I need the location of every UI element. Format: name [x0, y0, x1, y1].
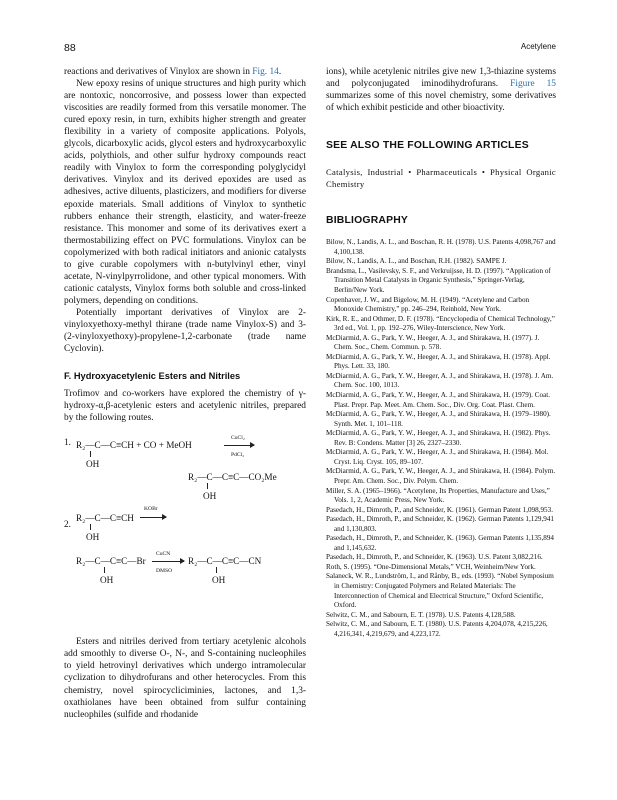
bibliography-entry: McDiarmid, A. G., Park, Y. W., Heeger, A. J., and Shirakawa, H. (1984). Polym. Prepr. Am. Chem. Soc., Div. Polym. Chem.: [326, 467, 556, 485]
paragraph-text: ions), while acetylenic nitriles give new 1,3-thiazine systems and polyconjugated iminodihydrofurans.: [326, 67, 556, 90]
bond-line: [90, 524, 91, 530]
paragraph: Potentially important derivatives of Vinylox are 2-vinyloxyethoxy-methyl thirane (trade name Vinylox-S) and 3-(2-vinyloxyethoxy)-propylene-1,2-carbonate (trade name Cyclovin).: [64, 307, 306, 355]
bibliography-entry: Selwitz, C. M., and Sabourn, E. T. (1978). U.S. Patents 4,128,588.: [326, 610, 516, 619]
see-also-links[interactable]: Catalysis, Industrial • Pharmaceuticals • Physical Organic Chemistry: [326, 167, 556, 190]
hydroxyl-label: OH: [100, 575, 114, 586]
bibliography-entry: Miller, S. A. (1965–1966). “Acetylene, Its Properties, Manufacture and Uses,” Vols. 1, 2, Academic Press, New York.: [326, 486, 550, 505]
catalyst-label: CuCl₂: [231, 435, 245, 442]
paragraph: Esters and nitriles derived from tertiary acetylenic alcohols add smoothly to diverse O-, N-, and S-containing nucleophiles to yield hetrovinyl derivatives which undergo intramolecular cyclization to dihydrofurans and other heterocycles. From this chemistry, novel spirocycliciminies, lactones, and 1,3-oxathiolanes have been obtained from sulfur containing nucleophiles (sulfide and rhodanide: [64, 637, 306, 720]
product-formula: R₂—C—C≡C—CN: [188, 556, 262, 567]
figure-link[interactable]: Fig. 14: [252, 67, 279, 77]
paragraph: [326, 66, 556, 114]
running-head: Acetylene: [520, 42, 556, 51]
bibliography-entry: McDiarmid, A. G., Park, Y. W., Heeger, A. J., and Shirakawa, H. (1979). Coat. Plast. Prepr. Pap. Meet. Am. Chem. Soc., Div. Org. Coat. Plast. Chem.: [326, 391, 551, 409]
paragraph-text: reactions and derivatives of Vinylox are shown in: [64, 67, 253, 77]
bibliography-entry: Copenhaver, J. W., and Bigelow, M. H. (1949). “Acetylene and Carbon Monoxide Chemistry,” pp. 246–294, Reinhold, New York.: [326, 295, 530, 314]
reagent-label: DMSO: [156, 568, 173, 575]
route-label: 2.: [64, 519, 71, 530]
bibliography-heading: BIBLIOGRAPHY: [326, 215, 409, 227]
bibliography-list: [326, 238, 556, 639]
bibliography-entry: McDiarmid, A. G., Park, Y. W., Heeger, A. J., and Shirakawa, H. (1984). Mol. Cryst. Liq. Cryst. 105, 89–107.: [326, 448, 549, 466]
bibliography-entry: McDiarmid, A. G., Park, Y. W., Heeger, A. J., and Shirakawa, H. (1977). J. Chem. Soc., Chem. Commun. p. 578.: [326, 333, 540, 352]
bibliography-entry: Kirk, R. E., and Othmer, D. F. (1978). “Encyclopedia of Chemical Technology,” 3rd ed., Vol. 1, pp. 192–276, Wiley-Interscience, New York.: [326, 314, 555, 333]
section-heading: F. Hydroxyacetylenic Esters and Nitriles: [64, 371, 241, 382]
bibliography-entry: Selwitz, C. M., and Sabourn, E. T. (1980). U.S. Patents 4,204,078, 4,215,226, 4,216,341, 4,219,679, and 4,223,172.: [326, 620, 548, 638]
bond-line: [207, 483, 208, 489]
reactant-formula: R₂—C—C≡CH: [76, 513, 134, 524]
reagent-label: KOBr: [144, 506, 158, 513]
hydroxyl-label: OH: [212, 575, 226, 586]
bibliography-entry: Brandsma, L., Vasilevsky, S. F., and Verkruijsse, H. D. (1997). “Application of Transition Metal Catalysts in Organic Synthesis,” Springer-Verlag, Berlin/New York.: [326, 266, 551, 295]
right-column: [326, 66, 556, 639]
page-header: [64, 42, 556, 56]
hydroxyl-label: OH: [203, 491, 217, 502]
bibliography-entry: Pasedach, H., Dimroth, P., and Schneider, K. (1963). German Patents 1,135,894 and 1,145,632.: [326, 534, 554, 552]
reaction-scheme: [64, 424, 306, 636]
bibliography-entry: Pasedach, H., Dimroth, P., and Schneider, K. (1962). German Patents 1,129,941 and 1,130,803.: [326, 515, 554, 533]
catalyst-label: PdCl₂: [231, 452, 245, 459]
intermediate-formula: R₂—C—C≡C—Br: [76, 556, 146, 567]
bibliography-entry: Bilow, N., Landis, A. L., and Boschan, R.H. (1982). SAMPE J.: [326, 257, 507, 266]
see-also-heading: SEE ALSO THE FOLLOWING ARTICLES: [326, 140, 529, 152]
page-number: 88: [64, 42, 76, 54]
bond-line: [104, 567, 105, 573]
reaction-arrow: [224, 445, 254, 446]
paragraph-text: .: [278, 67, 282, 77]
reaction-arrow: [152, 561, 184, 562]
figure-link[interactable]: Figure 15: [510, 79, 556, 90]
paragraph: [64, 66, 306, 78]
bibliography-entry: McDiarmid, A. G., Park, Y. W., Heeger, A. J., and Shirakawa, H. (1982). Phys. Rev. B: Condens. Matter [3] 26, 2327–2330.: [326, 429, 551, 447]
reactant-formula: R₂—C—C≡CH + CO + MeOH: [76, 440, 192, 451]
bibliography-entry: Roth, S. (1995). “One-Dimensional Metals,” VCH, Weinheim/New York.: [326, 562, 536, 571]
paragraph-text: summarizes some of this novel chemistry, some derivatives of which exhibit pesticide and other bioactivity.: [326, 91, 556, 114]
hydroxyl-label: OH: [86, 459, 100, 470]
bibliography-entry: Pasedach, H., Dimroth, P., and Schneider, K. (1963). U.S. Patent 3,082,216.: [326, 553, 543, 562]
bond-line: [216, 567, 217, 573]
paragraph: Trofimov and co-workers have explored the chemistry of γ-hydroxy-α,β-acetylenic esters and acetylenic nitriles, prepared by the following routes.: [64, 389, 306, 424]
bibliography-entry: Salaneck, W. R., Lundström, I., and Rånby, B., eds. (1993). “Nobel Symposium in Chemistry: Conjugated Polymers and Related Materials: The Interconnection of Chemical and Electrical Structure,” Oxford Scientific, Oxford.: [326, 572, 554, 610]
paragraph: New epoxy resins of unique structures and high purity which are nontoxic, noncorrosive, and possess lower than expected viscosities are readily formed from this versatile monomer. The cured epoxy resin, in turn, exhibits higher strength and greater flexibility in a variety of composite applications. Polyols, glycols, dicarboxylic acids, glycol esters and hydroxycarboxylic acids, polythiols, and other sulfur hydroxy compounds react readily with Vinylox to form the corresponding polyglycidyl derivatives. Vinylox and its derived epoxides are used as adhesives, active diluents, plasticizers, and modifiers for diverse epoxide materials. Small additions of Vinylox to synthetic rubbers enhance their strength, elasticity, and water-freeze resistance. This monomer and some of its derivatives exert a thermostabilizing effect on PVC formulations. Vinylox can be copolymerized with both radical initiators and anionic catalysts to give curable copolymers with n-butylvinyl ether, vinyl acetate, N-vinylpyrrolidone, and other typical monomers. With cationic catalysts, Vinylox forms both soluble and cross-linked polymers, depending on conditions.: [64, 79, 306, 306]
reaction-arrow: [140, 517, 166, 518]
bond-line: [90, 451, 91, 457]
route-label: 1.: [64, 437, 71, 448]
bibliography-entry: Bilow, N., Landis, A. L., and Boschan, R. H. (1978). U.S. Patents 4,098,767 and 4,100,138.: [326, 238, 556, 256]
bibliography-entry: McDiarmid, A. G., Park, Y. W., Heeger, A. J., and Shirakawa, H. (1979–1980). Synth. Met. 1, 101–118.: [326, 410, 551, 428]
reagent-label: CuCN: [156, 551, 171, 558]
hydroxyl-label: OH: [86, 532, 100, 543]
left-column: [64, 66, 306, 721]
bibliography-entry: Pasedach, H., Dimroth, P., and Schneider, K. (1961). German Patent 1,098,953.: [326, 505, 553, 514]
product-formula: R₂—C—C≡C—CO₂Me: [188, 472, 277, 483]
bibliography-entry: McDiarmid, A. G., Park, Y. W., Heeger, A. J., and Shirakawa, H. (1978). J. Am. Chem. Soc. 100, 1013.: [326, 371, 554, 390]
bibliography-entry: McDiarmid, A. G., Park, Y. W., Heeger, A. J., and Shirakawa, H. (1978). Appl. Phys. Lett. 33, 180.: [326, 352, 551, 371]
